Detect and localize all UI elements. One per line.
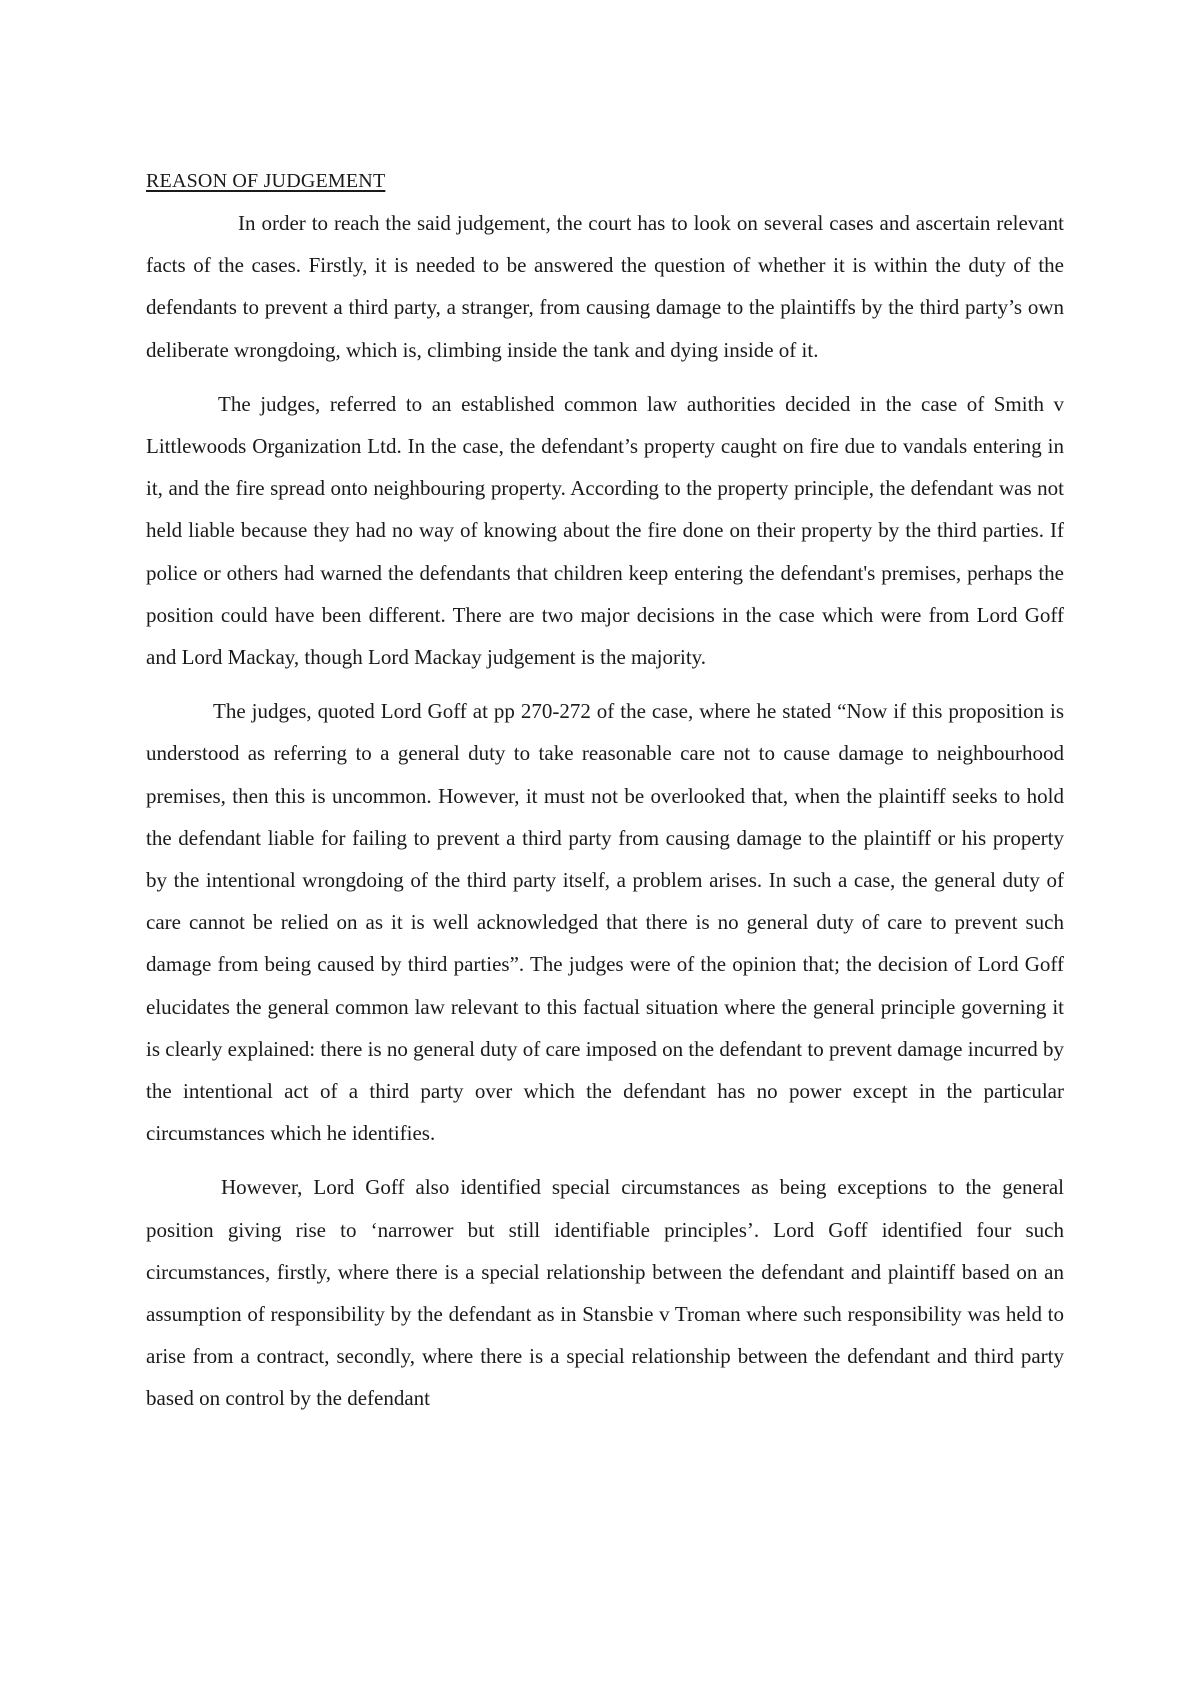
paragraph-4: However, Lord Goff also identified special circumstances as being exceptions to the general position giving rise to ‘narrower but still identifiable principles’. Lord Goff identified four such circumstances, firstly, where there is a special relationship between the defendant and plaintiff based on an assumption of responsibility by the defendant as in Stansbie v Troman where such responsibility was held to arise from a contract, secondly, where there is a special relationship between the defendant and third party based on control by the defendant <box>146 1175 1064 1411</box>
paragraph-1: In order to reach the said judgement, the court has to look on several cases and ascertain relevant facts of the cases. Firstly, it is needed to be answered the question of whether it is within the duty of the defendants to prevent a third party, a stranger, from causing damage to the plaintiffs by the third party’s own deliberate wrongdoing, which is, climbing inside the tank and dying inside of it. <box>146 211 1064 362</box>
section-heading: REASON OF JUDGEMENT <box>146 170 386 192</box>
paragraph-3: The judges, quoted Lord Goff at pp 270-272 of the case, where he stated “Now if this proposition is understood as referring to a general duty to take reasonable care not to cause damage to neighbourhood premises, then this is uncommon. However, it must not be overlooked that, when the plaintiff seeks to hold the defendant liable for failing to prevent a third party from causing damage to the plaintiff or his property by the intentional wrongdoing of the third party itself, a problem arises. In such a case, the general duty of care cannot be relied on as it is well acknowledged that there is no general duty of care to prevent such damage from being caused by third parties”. The judges were of the opinion that; the decision of Lord Goff elucidates the general common law relevant to this factual situation where the general principle governing it is clearly explained: there is no general duty of care imposed on the defendant to prevent damage incurred by the intentional act of a third party over which the defendant has no power except in the particular circumstances which he identifies. <box>146 699 1064 1146</box>
document-body <box>146 168 1064 1420</box>
paragraph-2: The judges, referred to an established common law authorities decided in the case of Smith v Littlewoods Organization Ltd. In the case, the defendant’s property caught on fire due to vandals entering in it, and the fire spread onto neighbouring property. According to the property principle, the defendant was not held liable because they had no way of knowing about the fire done on their property by the third parties. If police or others had warned the defendants that children keep entering the defendant's premises, perhaps the position could have been different. There are two major decisions in the case which were from Lord Goff and Lord Mackay, though Lord Mackay judgement is the majority. <box>146 391 1064 670</box>
